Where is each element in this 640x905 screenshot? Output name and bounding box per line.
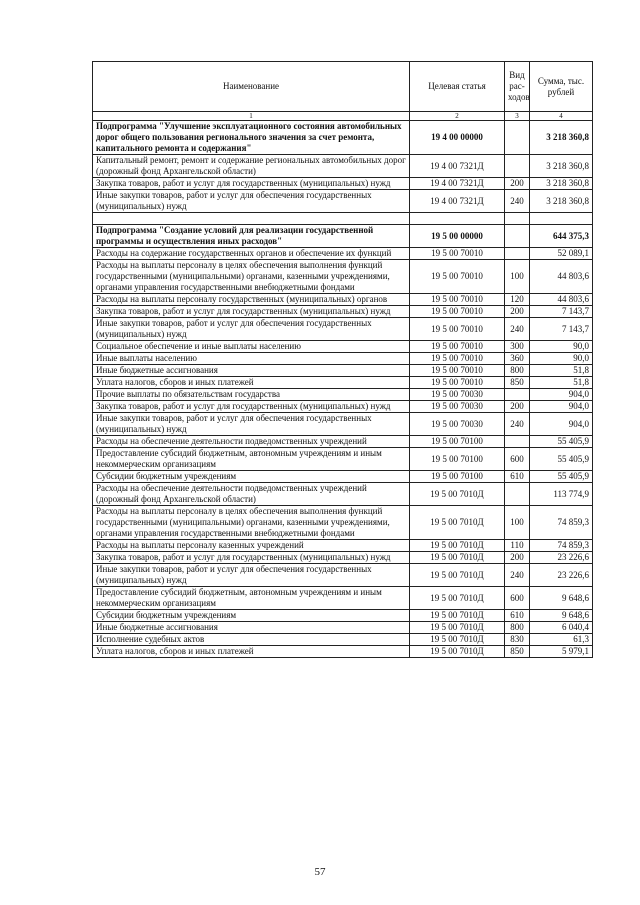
row-amount-cell: 51,8: [530, 377, 593, 389]
table-row: [93, 483, 593, 506]
row-name-cell: Уплата налогов, сборов и иных платежей: [93, 646, 410, 658]
column-number: 1: [93, 112, 410, 121]
row-expense-type-cell: 610: [505, 610, 530, 622]
row-expense-type-cell: 200: [505, 552, 530, 564]
row-target-article-cell: 19 5 00 70100: [410, 436, 505, 448]
row-name-cell: Прочие выплаты по обязательствам государства: [93, 389, 410, 401]
row-expense-type-cell: 850: [505, 646, 530, 658]
row-name-cell: Подпрограмма "Улучшение эксплуатационного состояния автомобильных дорог общего пользования регионального значения за счет ремонта, капитального ремонта и содержания": [93, 121, 410, 155]
row-amount-cell: 90,0: [530, 341, 593, 353]
row-amount-cell: 55 405,9: [530, 436, 593, 448]
row-amount-cell: 5 979,1: [530, 646, 593, 658]
table-row: [93, 506, 593, 540]
row-target-article-cell: 19 5 00 70010: [410, 365, 505, 377]
row-amount-cell: 44 803,6: [530, 294, 593, 306]
table-row: [93, 401, 593, 413]
header-expense-type: Вид рас-ходов: [505, 62, 530, 112]
row-expense-type-cell: 100: [505, 506, 530, 540]
row-name-cell: Подпрограмма "Создание условий для реализации государственной программы и осуществления иных расходов": [93, 225, 410, 248]
row-amount-cell: 3 218 360,8: [530, 190, 593, 213]
row-name-cell: Закупка товаров, работ и услуг для государственных (муниципальных) нужд: [93, 178, 410, 190]
row-name-cell: Расходы на выплаты персоналу казенных учреждений: [93, 540, 410, 552]
row-name-cell: Иные закупки товаров, работ и услуг для обеспечения государственных (муниципальных) нужд: [93, 413, 410, 436]
row-expense-type-cell: 240: [505, 564, 530, 587]
row-target-article-cell: 19 5 00 7010Д: [410, 552, 505, 564]
row-expense-type-cell: 850: [505, 377, 530, 389]
row-amount-cell: 52 089,1: [530, 248, 593, 260]
row-name-cell: Иные закупки товаров, работ и услуг для обеспечения государственных (муниципальных) нужд: [93, 564, 410, 587]
row-amount-cell: 3 218 360,8: [530, 121, 593, 155]
row-expense-type-cell: 200: [505, 306, 530, 318]
row-amount-cell: 74 859,3: [530, 506, 593, 540]
header-name: Наименование: [93, 62, 410, 112]
row-target-article-cell: 19 5 00 70010: [410, 260, 505, 294]
row-expense-type-cell: [505, 483, 530, 506]
row-expense-type-cell: 610: [505, 471, 530, 483]
header-amount: Сумма, тыс. рублей: [530, 62, 593, 112]
row-amount-cell: 74 859,3: [530, 540, 593, 552]
row-target-article-cell: 19 5 00 70010: [410, 318, 505, 341]
table-row: [93, 448, 593, 471]
table-row: [93, 564, 593, 587]
row-expense-type-cell: [505, 213, 530, 225]
row-name-cell: Исполнение судебных актов: [93, 634, 410, 646]
table-row: [93, 646, 593, 658]
row-target-article-cell: 19 5 00 7010Д: [410, 587, 505, 610]
row-expense-type-cell: [505, 225, 530, 248]
budget-table-body: [93, 62, 593, 658]
table-row: [93, 610, 593, 622]
column-number: 4: [530, 112, 593, 121]
table-row: [93, 306, 593, 318]
table-row: [93, 260, 593, 294]
row-expense-type-cell: 200: [505, 178, 530, 190]
row-target-article-cell: 19 5 00 70100: [410, 471, 505, 483]
table-row: [93, 587, 593, 610]
row-target-article-cell: 19 5 00 7010Д: [410, 483, 505, 506]
row-expense-type-cell: 240: [505, 190, 530, 213]
row-name-cell: Расходы на содержание государственных органов и обеспечение их функций: [93, 248, 410, 260]
row-target-article-cell: 19 5 00 7010Д: [410, 540, 505, 552]
row-amount-cell: 90,0: [530, 353, 593, 365]
row-name-cell: Закупка товаров, работ и услуг для государственных (муниципальных) нужд: [93, 552, 410, 564]
spacer-row: [93, 213, 593, 225]
row-expense-type-cell: 240: [505, 413, 530, 436]
row-expense-type-cell: [505, 436, 530, 448]
row-expense-type-cell: 240: [505, 318, 530, 341]
row-target-article-cell: 19 5 00 70030: [410, 401, 505, 413]
row-amount-cell: 9 648,6: [530, 587, 593, 610]
row-amount-cell: 6 040,4: [530, 622, 593, 634]
row-amount-cell: 7 143,7: [530, 318, 593, 341]
row-target-article-cell: 19 5 00 70010: [410, 248, 505, 260]
row-target-article-cell: 19 5 00 7010Д: [410, 634, 505, 646]
row-name-cell: Расходы на выплаты персоналу в целях обеспечения выполнения функций государственными (муниципальными) органами, казенными учреждениями, органами управления государственными внебюджетными фондами: [93, 506, 410, 540]
row-name-cell: Социальное обеспечение и иные выплаты населению: [93, 341, 410, 353]
table-row: [93, 353, 593, 365]
row-name-cell: Иные бюджетные ассигнования: [93, 365, 410, 377]
row-name-cell: Предоставление субсидий бюджетным, автономным учреждениям и иным некоммерческим организациям: [93, 587, 410, 610]
row-target-article-cell: 19 5 00 70010: [410, 341, 505, 353]
table-row: [93, 318, 593, 341]
row-target-article-cell: 19 5 00 70010: [410, 377, 505, 389]
table-row: [93, 341, 593, 353]
table-row: [93, 471, 593, 483]
row-name-cell: Закупка товаров, работ и услуг для государственных (муниципальных) нужд: [93, 401, 410, 413]
row-name-cell: Предоставление субсидий бюджетным, автономным учреждениям и иным некоммерческим организациям: [93, 448, 410, 471]
row-expense-type-cell: 300: [505, 341, 530, 353]
row-target-article-cell: 19 5 00 70100: [410, 448, 505, 471]
row-name-cell: Расходы на обеспечение деятельности подведомственных учреждений: [93, 436, 410, 448]
column-number: 2: [410, 112, 505, 121]
row-expense-type-cell: 600: [505, 587, 530, 610]
row-expense-type-cell: [505, 155, 530, 178]
row-target-article-cell: 19 5 00 7010Д: [410, 646, 505, 658]
row-amount-cell: 55 405,9: [530, 448, 593, 471]
row-target-article-cell: 19 5 00 70010: [410, 353, 505, 365]
table-row: [93, 413, 593, 436]
table-row: [93, 540, 593, 552]
row-name-cell: Субсидии бюджетным учреждениям: [93, 610, 410, 622]
row-amount-cell: 44 803,6: [530, 260, 593, 294]
row-target-article-cell: 19 5 00 70010: [410, 294, 505, 306]
table-row: [93, 389, 593, 401]
table-row: [93, 436, 593, 448]
table-row: [93, 294, 593, 306]
table-row: [93, 190, 593, 213]
row-target-article-cell: 19 5 00 70030: [410, 389, 505, 401]
row-amount-cell: 23 226,6: [530, 564, 593, 587]
row-name-cell: Расходы на выплаты персоналу в целях обеспечения выполнения функций государственными (муниципальными) органами, казенными учреждениями, органами управления государственными внебюджетными фондами: [93, 260, 410, 294]
table-header-row: [93, 62, 593, 112]
row-target-article-cell: 19 5 00 7010Д: [410, 564, 505, 587]
row-expense-type-cell: 200: [505, 401, 530, 413]
row-target-article-cell: 19 4 00 7321Д: [410, 190, 505, 213]
row-amount-cell: 51,8: [530, 365, 593, 377]
row-amount-cell: 23 226,6: [530, 552, 593, 564]
subprogram-row: [93, 121, 593, 155]
row-name-cell: Расходы на обеспечение деятельности подведомственных учреждений (дорожный фонд Архангельской области): [93, 483, 410, 506]
column-number: 3: [505, 112, 530, 121]
document-page: [92, 61, 592, 658]
row-name-cell: Капитальный ремонт, ремонт и содержание региональных автомобильных дорог (дорожный фонд Архангельской области): [93, 155, 410, 178]
row-target-article-cell: 19 5 00 00000: [410, 225, 505, 248]
row-target-article-cell: 19 5 00 7010Д: [410, 506, 505, 540]
row-name-cell: [93, 213, 410, 225]
row-amount-cell: 904,0: [530, 401, 593, 413]
row-amount-cell: 904,0: [530, 413, 593, 436]
row-amount-cell: 7 143,7: [530, 306, 593, 318]
row-expense-type-cell: 600: [505, 448, 530, 471]
row-amount-cell: 61,3: [530, 634, 593, 646]
row-amount-cell: 3 218 360,8: [530, 178, 593, 190]
row-name-cell: Иные закупки товаров, работ и услуг для обеспечения государственных (муниципальных) нужд: [93, 190, 410, 213]
row-expense-type-cell: [505, 389, 530, 401]
row-amount-cell: 113 774,9: [530, 483, 593, 506]
row-expense-type-cell: 360: [505, 353, 530, 365]
row-expense-type-cell: 830: [505, 634, 530, 646]
table-row: [93, 155, 593, 178]
row-amount-cell: 644 375,3: [530, 225, 593, 248]
row-target-article-cell: 19 4 00 7321Д: [410, 155, 505, 178]
row-name-cell: Закупка товаров, работ и услуг для государственных (муниципальных) нужд: [93, 306, 410, 318]
row-amount-cell: 55 405,9: [530, 471, 593, 483]
row-amount-cell: 3 218 360,8: [530, 155, 593, 178]
row-expense-type-cell: 120: [505, 294, 530, 306]
table-row: [93, 622, 593, 634]
row-expense-type-cell: [505, 248, 530, 260]
row-name-cell: Иные бюджетные ассигнования: [93, 622, 410, 634]
table-row: [93, 552, 593, 564]
row-target-article-cell: 19 5 00 7010Д: [410, 610, 505, 622]
row-expense-type-cell: 110: [505, 540, 530, 552]
row-expense-type-cell: 800: [505, 365, 530, 377]
header-target-article: Целевая статья: [410, 62, 505, 112]
row-target-article-cell: 19 5 00 7010Д: [410, 622, 505, 634]
budget-table: [92, 61, 593, 658]
row-target-article-cell: 19 5 00 70030: [410, 413, 505, 436]
row-name-cell: Иные закупки товаров, работ и услуг для обеспечения государственных (муниципальных) нужд: [93, 318, 410, 341]
row-expense-type-cell: 100: [505, 260, 530, 294]
table-row: [93, 178, 593, 190]
row-name-cell: Иные выплаты населению: [93, 353, 410, 365]
row-target-article-cell: [410, 213, 505, 225]
subprogram-row: [93, 225, 593, 248]
row-target-article-cell: 19 4 00 00000: [410, 121, 505, 155]
row-target-article-cell: 19 4 00 7321Д: [410, 178, 505, 190]
row-target-article-cell: 19 5 00 70010: [410, 306, 505, 318]
row-expense-type-cell: [505, 121, 530, 155]
row-amount-cell: 904,0: [530, 389, 593, 401]
table-row: [93, 634, 593, 646]
page-number: 57: [314, 866, 326, 878]
row-amount-cell: 9 648,6: [530, 610, 593, 622]
table-row: [93, 365, 593, 377]
row-name-cell: Расходы на выплаты персоналу государственных (муниципальных) органов: [93, 294, 410, 306]
row-name-cell: Уплата налогов, сборов и иных платежей: [93, 377, 410, 389]
row-expense-type-cell: 800: [505, 622, 530, 634]
row-name-cell: Субсидии бюджетным учреждениям: [93, 471, 410, 483]
column-number-row: [93, 112, 593, 121]
table-row: [93, 377, 593, 389]
table-row: [93, 248, 593, 260]
row-amount-cell: [530, 213, 593, 225]
